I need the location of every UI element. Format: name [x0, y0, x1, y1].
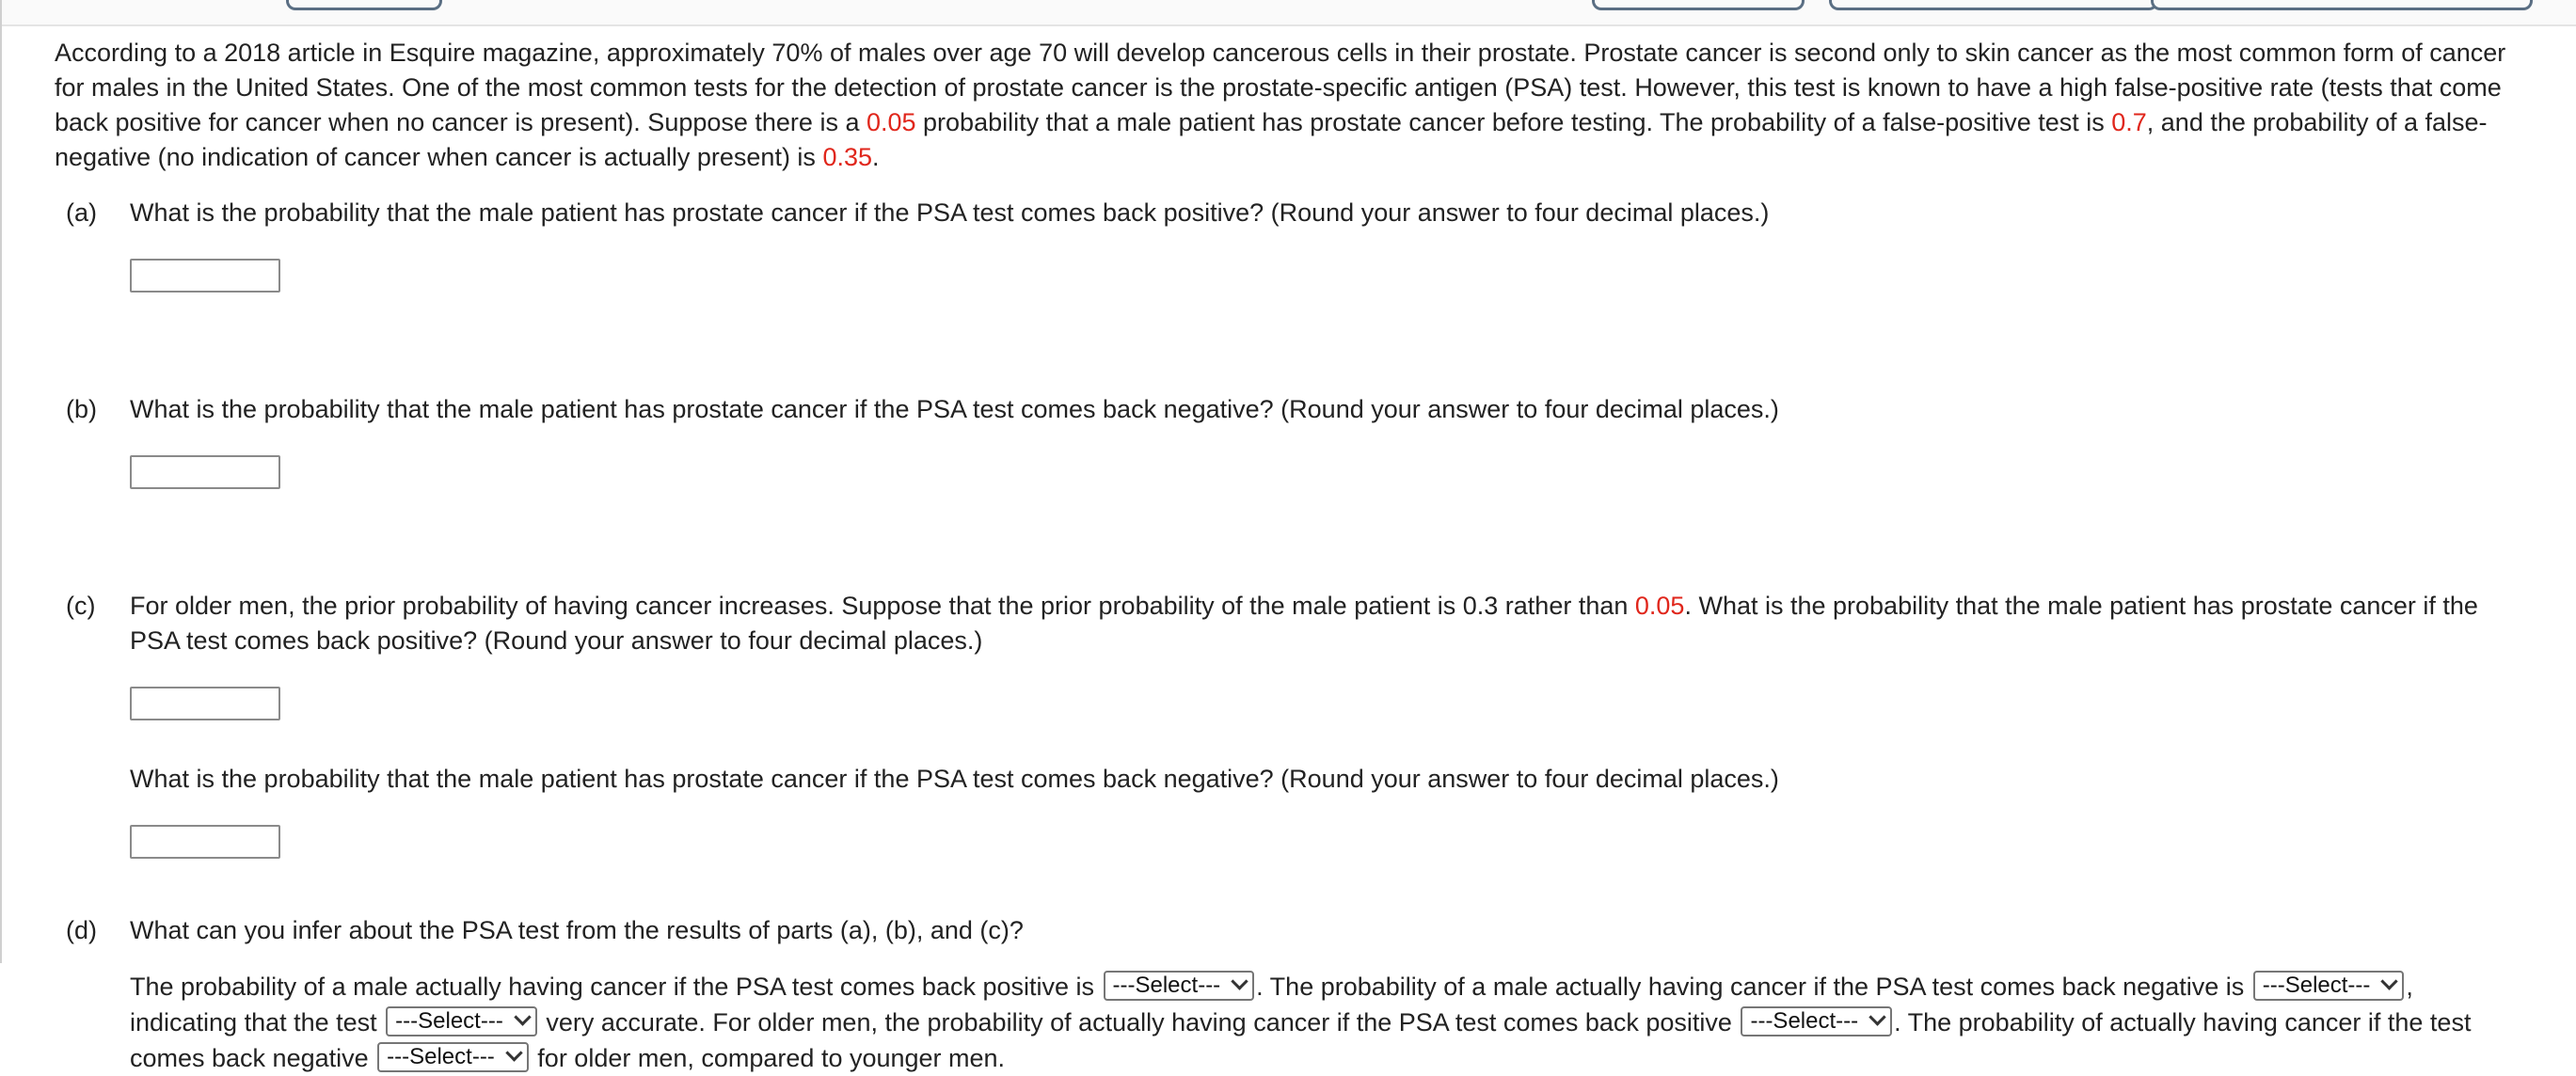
toolbar-button-2[interactable]: [1592, 0, 1805, 10]
chevron-down-icon: [505, 1044, 522, 1061]
part-c-answer-input-1[interactable]: [130, 687, 280, 720]
part-a-answer-input[interactable]: [130, 259, 280, 293]
prior-probability-value: 0.05: [866, 108, 916, 136]
chevron-down-icon: [1868, 1008, 1885, 1025]
part-b-question: What is the probability that the male patient has prostate cancer if the PSA test comes back negative? (Round your answer to four decimal places.): [130, 395, 1779, 423]
part-a-question: What is the probability that the male patient has prostate cancer if the PSA test comes back positive? (Round your answer to four decimal places.): [130, 198, 1770, 227]
part-c-question-2: What is the probability that the male patient has prostate cancer if the PSA test comes back negative? (Round your answer to four decimal places.): [130, 765, 1779, 793]
part-d-question: What can you infer about the PSA test from the results of parts (a), (b), and (c)?: [130, 916, 1024, 944]
chevron-down-icon: [1231, 973, 1248, 989]
part-d-inference-text: The probability of a male actually having cancer if the PSA test comes back positive is ---Select--- . The probability of a male actually having cancer if the PSA test comes back negative is ---Select--- , indicating that the test ---Select--- very accurate. For older men, the probability of actually having cancer if the PSA test comes back positive ---Select--- . The probability of actually having cancer if the test comes back negative ---Select--- for older men, compared to younger men.: [130, 972, 2472, 1072]
false-positive-value: 0.7: [2111, 108, 2147, 136]
part-d: [55, 913, 2520, 1076]
top-toolbar-strip: [2, 0, 2576, 26]
part-a: [55, 196, 2520, 293]
part-c-question-1: For older men, the prior probability of having cancer increases. Suppose that the prior probability of the male patient is 0.3 rather than 0.05. What is the probability that the male patient has prostate cancer if the PSA test comes back positive? (Round your answer to four decimal places.): [130, 592, 2478, 655]
chevron-down-icon: [2381, 973, 2398, 989]
part-c: [55, 589, 2520, 859]
part-c-answer-input-2[interactable]: [130, 825, 280, 859]
positive-probability-select[interactable]: ---Select---: [1104, 971, 1255, 1001]
part-c-prior-value: 0.05: [1634, 592, 1685, 620]
false-negative-value: 0.35: [822, 143, 872, 171]
part-b-answer-input[interactable]: [130, 455, 280, 489]
part-c-label: (c): [66, 592, 96, 620]
part-b: [55, 392, 2520, 489]
toolbar-button-4[interactable]: [2151, 0, 2533, 10]
older-positive-select[interactable]: ---Select---: [1741, 1006, 1892, 1036]
toolbar-button-1[interactable]: [286, 0, 442, 10]
part-b-label: (b): [66, 395, 97, 423]
toolbar-button-3[interactable]: [1829, 0, 2158, 10]
question-content: [55, 36, 2520, 1076]
part-a-label: (a): [66, 198, 97, 227]
chevron-down-icon: [514, 1008, 531, 1025]
negative-probability-select[interactable]: ---Select---: [2253, 971, 2405, 1001]
older-negative-select[interactable]: ---Select---: [377, 1042, 529, 1072]
part-d-label: (d): [66, 916, 97, 944]
test-accuracy-select[interactable]: ---Select---: [386, 1006, 537, 1036]
problem-intro: According to a 2018 article in Esquire magazine, approximately 70% of males over age 70 will develop cancerous cells in their prostate. Prostate cancer is second only to skin cancer as the most common form of cancer for males in the United States. One of the most common tests for the detection of prostate cancer is the prostate-specific antigen (PSA) test. However, this test is known to have a high false-positive rate (tests that come back positive for cancer when no cancer is present). Suppose there is a 0.05 probability that a male patient has prostate cancer before testing. The probability of a false-positive test is 0.7, and the probability of a false-negative (no indication of cancer when cancer is actually present) is 0.35.: [55, 39, 2506, 171]
